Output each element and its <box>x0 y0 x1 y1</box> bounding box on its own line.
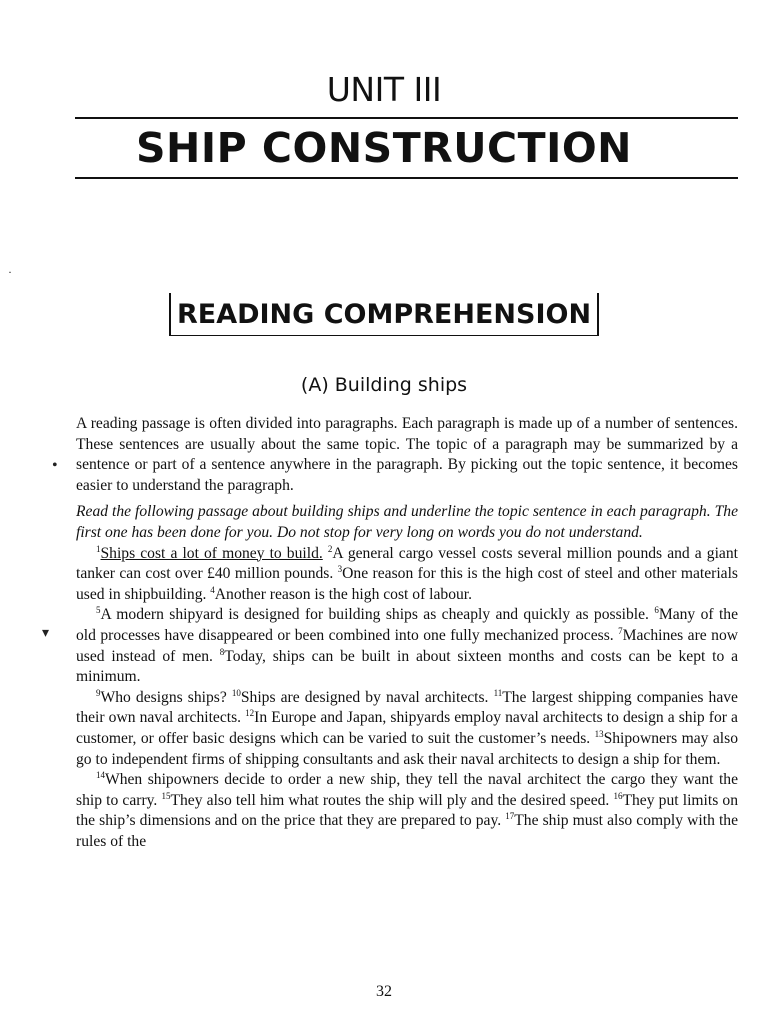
sentence-number: 15 <box>161 790 171 801</box>
sentence-number: 2 <box>327 543 333 554</box>
sentence-number: 5 <box>96 605 101 616</box>
sentence: They also tell him what routes the ship will ply and the desired speed. <box>170 791 610 809</box>
sentence: Who designs ships? <box>100 688 227 706</box>
instruction-paragraph: Read the following passage about building ships and underline the topic sentence in each paragraph. The first one has been done for you. Do not stop for very long on words you do not understand. <box>76 503 738 541</box>
bottom-rule <box>75 177 738 179</box>
sentence-number: 17 <box>505 811 515 822</box>
section-heading: READING COMPREHENSION <box>169 293 599 336</box>
sentence-number: 7 <box>618 625 623 636</box>
sentence: The ship must also comply with the rules of the <box>76 812 739 850</box>
sentence-number: 16 <box>613 790 623 801</box>
sentence: They put limits on the ship’s dimensions and on the price that they are prepared to pay. <box>76 791 738 830</box>
sentence: One reason for this is the high cost of steel and other materials used in shipbuilding. <box>76 565 738 603</box>
body-text <box>76 414 738 852</box>
sentence-number: 9 <box>96 687 101 698</box>
sentence: In Europe and Japan, shipyards employ naval architects to design a ship for a customer, or offer basic designs which can be varied to suit the customer’s needs. <box>76 709 738 747</box>
sentence-number: 13 <box>594 728 604 739</box>
stray-mark: · <box>8 265 12 279</box>
passage-paragraph-2 <box>76 605 738 687</box>
sentence-number: 1 <box>96 543 101 554</box>
sentence-number: 3 <box>337 563 343 574</box>
passage-paragraph-4 <box>76 770 738 852</box>
sentence: When shipowners decide to order a new ship, they tell the naval architect the cargo they want the ship to carry. <box>76 771 738 809</box>
sentence-number: 4 <box>210 584 215 595</box>
sentence: A modern shipyard is designed for building ships as cheaply and quickly as possible. <box>100 606 649 624</box>
sentence-number: 8 <box>219 646 225 657</box>
margin-mark: • <box>52 457 58 474</box>
page-number: 32 <box>376 983 392 1000</box>
passage-paragraph-3 <box>76 688 738 770</box>
sentence-number: 10 <box>231 687 241 698</box>
sentence-number: 14 <box>96 769 105 780</box>
subheading: (A) Building ships <box>300 374 468 396</box>
intro-paragraph: A reading passage is often divided into paragraphs. Each paragraph is made up of a number of sentences. These sentences are usually about the same topic. The topic of a paragraph may be summarized by a sentence or part of a sentence anywhere in the paragraph. By picking out the topic sentence, it becomes easier to understand the paragraph. <box>76 415 738 494</box>
sentence-number: 11 <box>493 687 503 698</box>
sentence: Many of the old processes have disappeared or been combined into one fully mechanized process. <box>76 606 738 644</box>
passage-paragraph-1 <box>76 544 738 606</box>
sentence-number: 12 <box>245 708 255 719</box>
sentence: Shipowners may also go to independent firms of shipping consultants and ask their naval architects to design a ship for them. <box>76 729 738 768</box>
sentence: Machines are now used instead of men. <box>76 626 738 665</box>
chapter-title: SHIP CONSTRUCTION <box>135 124 632 172</box>
margin-mark: ▾ <box>42 626 50 641</box>
sentence-number: 6 <box>654 605 659 616</box>
section-heading-wrap <box>0 293 768 336</box>
top-rule <box>75 117 738 119</box>
topic-sentence-underlined: Ships cost a lot of money to build. <box>100 544 323 562</box>
sentence: The largest shipping companies have their own naval architects. <box>76 688 738 727</box>
unit-heading: UNIT III <box>326 70 442 109</box>
sentence: A general cargo vessel costs several million pounds and a giant tanker can cost over £40 million pounds. <box>76 544 738 583</box>
sentence: Today, ships can be built in about sixteen months and costs can be kept to a minimum. <box>76 647 739 686</box>
sentence: Another reason is the high cost of labour. <box>214 585 473 603</box>
sentence: Ships are designed by naval architects. <box>240 688 489 706</box>
